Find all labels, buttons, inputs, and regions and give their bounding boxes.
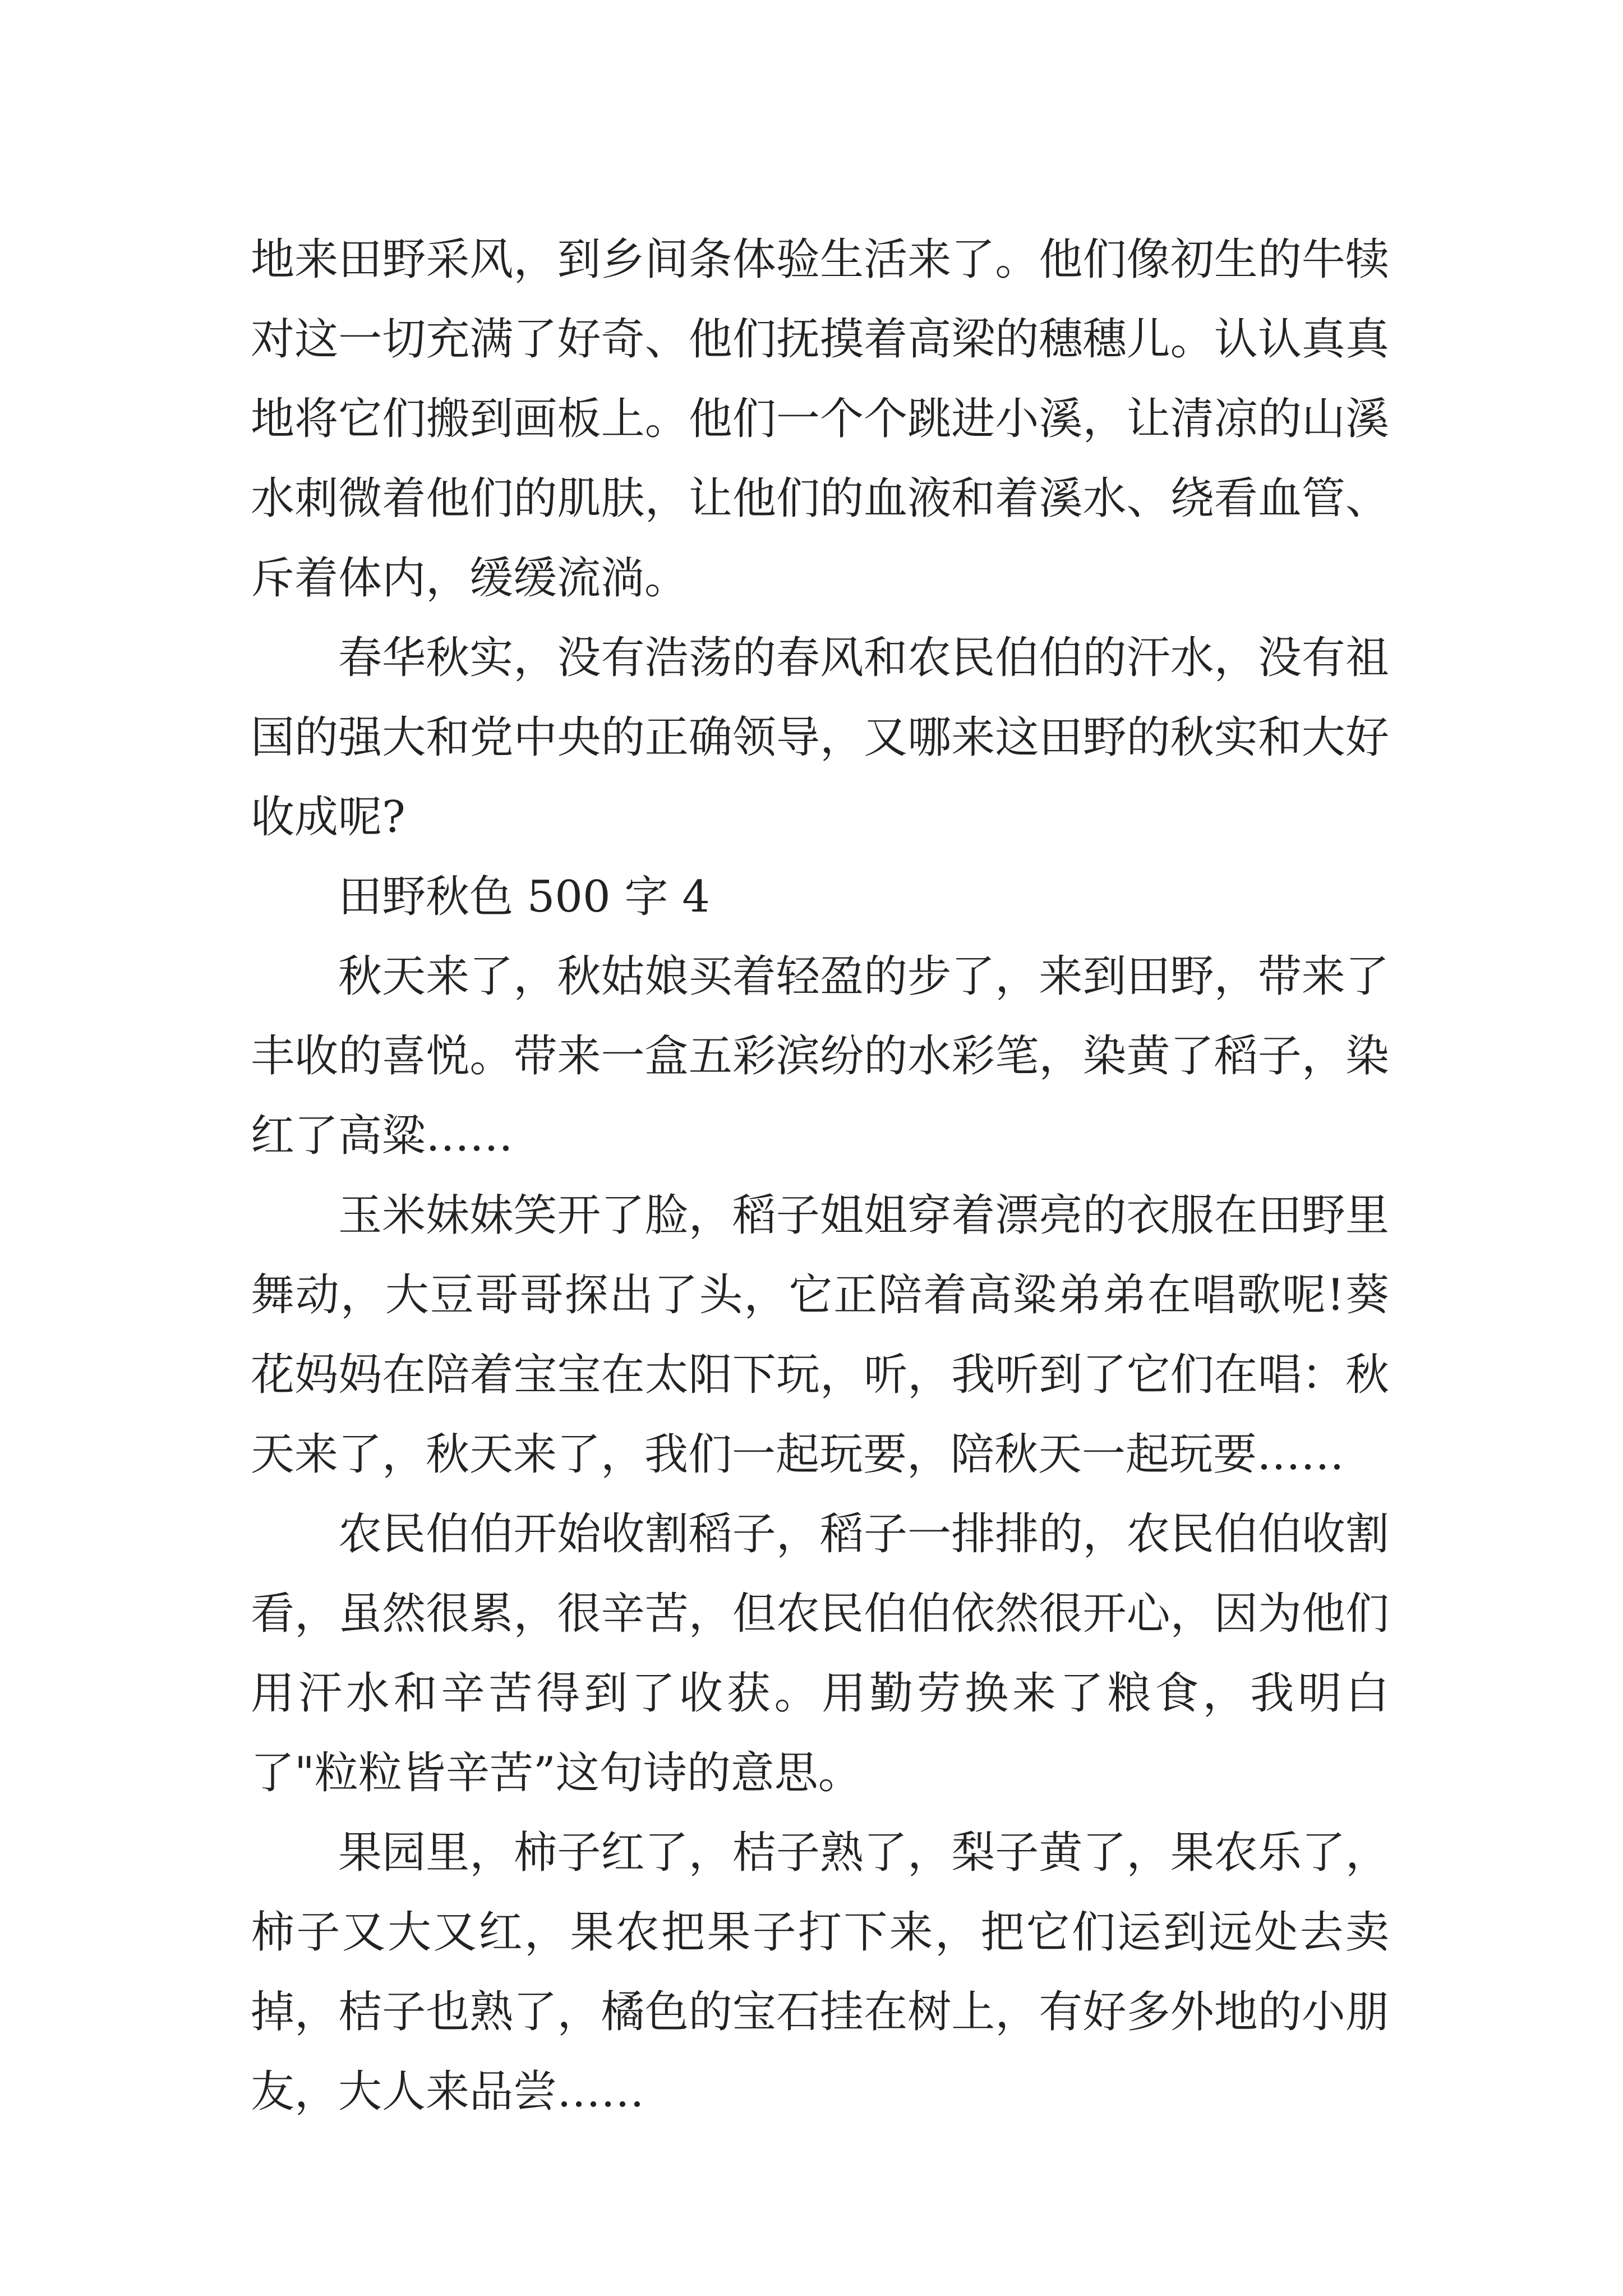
- paragraph-6: 果园里，柿子红了，桔子熟了，梨子黄了，果农乐了，柿子又大又红，果农把果子打下来，把它们运到远处去卖掉，桔子也熟了，橘色的宝石挂在树上，有好多外地的小朋友，大人来品尝……: [251, 1828, 1389, 2117]
- paragraph-4: 玉米妹妹笑开了脸，稻子姐姐穿着漂亮的衣服在田野里舞动，大豆哥哥探出了头，它正陪着高粱弟弟在唱歌呢!葵花妈妈在陪着宝宝在太阳下玩，听，我听到了它们在唱：秋天来了，秋天来了，我们一起玩要，陪秋天一起玩要……: [251, 1190, 1389, 1480]
- paragraph-2: 春华秋实，没有浩荡的春风和农民伯伯的汗水，没有祖国的强大和党中央的正确领导，又哪来这田野的秋实和大好收成呢?: [251, 633, 1389, 843]
- section-heading: 田野秋色 500 字 4: [338, 872, 710, 922]
- paragraph-1: 地来田野采风，到乡间条体验生活来了。他们像初生的牛犊对这一切充满了好奇、他们抚摸着高梁的穗穗儿。认认真真地将它们搬到画板上。他们一个个跳进小溪，让清凉的山溪水刺微着他们的肌肤，让他们的血液和着溪水、绕看血管、斥着体内，缓缓流淌。: [251, 234, 1389, 604]
- paragraph-5: 农民伯伯开始收割稻子，稻子一排排的，农民伯伯收割看，虽然很累，很辛苦，但农民伯伯依然很开心，因为他们用汗水和辛苦得到了收获。用勤劳换来了粮食，我明白了"粒粒皆辛苦”这句诗的意思。: [251, 1509, 1389, 1798]
- paragraph-3: 秋天来了，秋姑娘买着轻盈的步了，来到田野，带来了丰收的喜悦。带来一盒五彩滨纷的水彩笔，染黄了稻子，染红了高粱……: [251, 951, 1389, 1161]
- document-body: [251, 220, 1389, 2132]
